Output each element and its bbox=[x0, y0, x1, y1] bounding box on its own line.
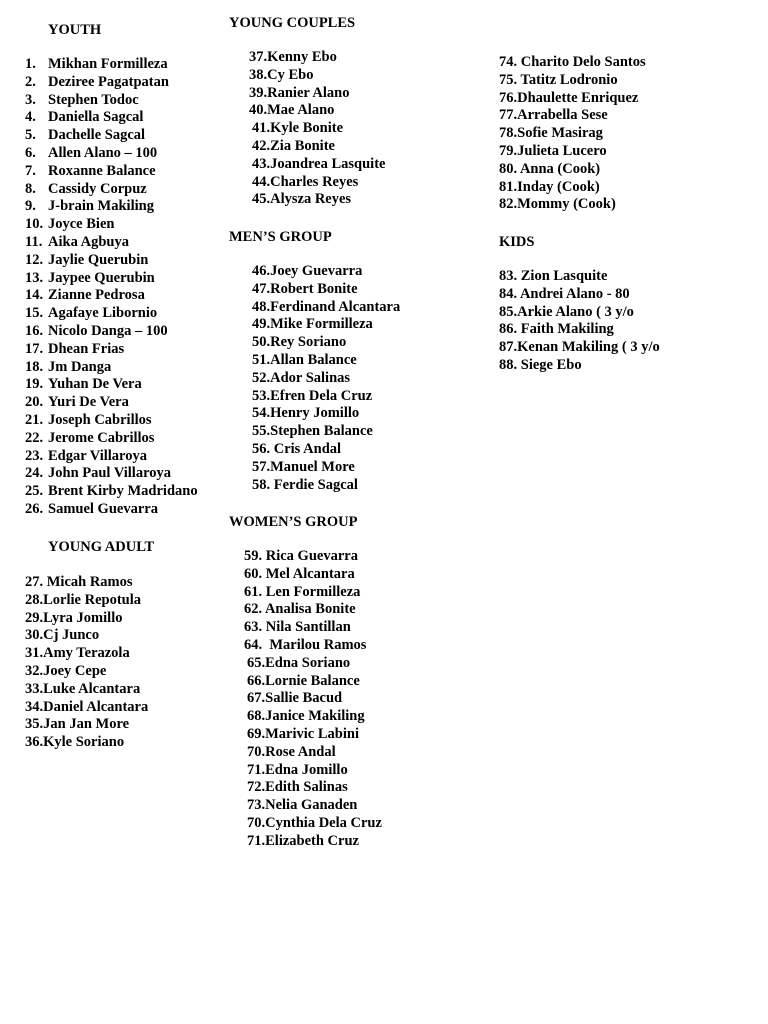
item-name: Yuri De Vera bbox=[48, 394, 129, 411]
item-text: 69.Marivic Labini bbox=[247, 725, 359, 742]
list-item bbox=[25, 376, 198, 394]
list-item bbox=[229, 566, 382, 584]
list-item bbox=[229, 459, 400, 477]
list-item bbox=[25, 592, 148, 610]
list-item bbox=[25, 163, 198, 181]
list-item bbox=[229, 405, 400, 423]
list-item bbox=[499, 90, 646, 108]
list-item bbox=[229, 334, 400, 352]
item-text: 86. Faith Makiling bbox=[499, 321, 614, 338]
item-name: John Paul Villaroya bbox=[48, 465, 172, 482]
item-number: 29. bbox=[25, 609, 44, 626]
item-name: Joseph Cabrillos bbox=[48, 411, 152, 428]
item-name: Jm Danga bbox=[48, 358, 112, 375]
item-text: 45.Alysza Reyes bbox=[252, 191, 352, 208]
continued-list bbox=[499, 54, 646, 214]
list-item bbox=[229, 708, 382, 726]
list-item bbox=[25, 216, 198, 234]
section-heading-womens-group: WOMEN’S GROUP bbox=[229, 514, 358, 530]
item-number: 15. bbox=[25, 305, 44, 322]
list-item bbox=[25, 198, 198, 216]
list-item bbox=[229, 815, 382, 833]
item-name: Edgar Villaroya bbox=[48, 447, 147, 464]
item-text: 67.Sallie Bacud bbox=[247, 690, 343, 707]
item-name: Brent Kirby Madridano bbox=[48, 483, 198, 500]
list-item bbox=[25, 448, 198, 466]
item-text: 80. Anna (Cook) bbox=[499, 160, 601, 177]
item-name: Agafaye Libornio bbox=[48, 305, 158, 322]
item-text: 48.Ferdinand Alcantara bbox=[252, 298, 401, 315]
list-item bbox=[25, 574, 148, 592]
item-name: Lorlie Repotula bbox=[43, 591, 141, 608]
item-number: 17. bbox=[25, 340, 44, 357]
item-number: 20. bbox=[25, 394, 44, 411]
list-item bbox=[229, 548, 382, 566]
item-text: 81.Inday (Cook) bbox=[499, 178, 600, 195]
youth-list bbox=[25, 56, 198, 519]
list-item bbox=[229, 191, 385, 209]
item-name: Yuhan De Vera bbox=[48, 376, 142, 393]
item-number: 36. bbox=[25, 734, 44, 751]
item-name: Jaypee Querubin bbox=[48, 269, 155, 286]
list-item bbox=[229, 477, 400, 495]
item-number: 21. bbox=[25, 411, 44, 428]
list-item bbox=[229, 263, 400, 281]
item-text: 38.Cy Ebo bbox=[249, 66, 314, 83]
list-item bbox=[229, 423, 400, 441]
section-heading-mens-group: MEN’S GROUP bbox=[229, 229, 332, 245]
list-item bbox=[25, 287, 198, 305]
item-name: Daniel Alcantara bbox=[43, 698, 149, 715]
list-item bbox=[229, 49, 385, 67]
list-item bbox=[229, 156, 385, 174]
item-name: Daniella Sagcal bbox=[48, 109, 144, 126]
item-number: 19. bbox=[25, 376, 44, 393]
list-item bbox=[499, 72, 646, 90]
list-item bbox=[229, 370, 400, 388]
young-adult-list bbox=[25, 574, 148, 752]
list-item bbox=[25, 341, 198, 359]
item-text: 39.Ranier Alano bbox=[249, 84, 350, 101]
list-item bbox=[499, 179, 646, 197]
item-number: 22. bbox=[25, 429, 44, 446]
list-item bbox=[25, 412, 198, 430]
item-text: 60. Mel Alcantara bbox=[244, 565, 355, 582]
list-item bbox=[25, 145, 198, 163]
item-number: 14. bbox=[25, 287, 44, 304]
list-item bbox=[25, 627, 148, 645]
item-text: 63. Nila Santillan bbox=[244, 619, 351, 636]
item-number: 24. bbox=[25, 465, 44, 482]
item-name: Joyce Bien bbox=[48, 216, 115, 233]
item-number: 2. bbox=[25, 73, 36, 90]
list-item bbox=[499, 196, 646, 214]
list-item bbox=[25, 234, 198, 252]
item-number: 12. bbox=[25, 251, 44, 268]
list-item bbox=[229, 762, 382, 780]
item-name: Amy Terazola bbox=[43, 645, 130, 662]
item-name: Cj Junco bbox=[43, 627, 100, 644]
item-text: 75. Tatitz Lodronio bbox=[499, 71, 618, 88]
item-number: 11. bbox=[25, 233, 43, 250]
item-text: 64. Marilou Ramos bbox=[244, 636, 367, 653]
list-item bbox=[499, 357, 660, 375]
list-item bbox=[499, 268, 660, 286]
list-item bbox=[499, 321, 660, 339]
list-item bbox=[229, 619, 382, 637]
item-name: Samuel Guevarra bbox=[48, 500, 158, 517]
item-name: Jerome Cabrillos bbox=[48, 429, 155, 446]
list-item bbox=[25, 681, 148, 699]
item-text: 79.Julieta Lucero bbox=[499, 142, 607, 159]
item-text: 37.Kenny Ebo bbox=[249, 49, 337, 65]
item-number: 6. bbox=[25, 144, 36, 161]
list-item bbox=[229, 673, 382, 691]
item-number: 9. bbox=[25, 198, 36, 215]
item-name: Jaylie Querubin bbox=[48, 251, 149, 268]
womens-group-list bbox=[229, 548, 382, 851]
item-number: 25. bbox=[25, 483, 44, 500]
item-text: 57.Manuel More bbox=[252, 458, 355, 475]
item-text: 43.Joandrea Lasquite bbox=[252, 155, 386, 172]
item-number: 1. bbox=[25, 56, 36, 72]
item-number: 3. bbox=[25, 91, 36, 108]
item-text: 74. Charito Delo Santos bbox=[499, 54, 646, 70]
list-item bbox=[229, 726, 382, 744]
item-text: 88. Siege Ebo bbox=[499, 356, 582, 373]
item-text: 54.Henry Jomillo bbox=[252, 405, 360, 422]
item-name: Allen Alano – 100 bbox=[48, 144, 158, 161]
list-item bbox=[499, 339, 660, 357]
item-text: 78.Sofie Masirag bbox=[499, 125, 603, 142]
item-number: 7. bbox=[25, 162, 36, 179]
item-text: 61. Len Formilleza bbox=[244, 583, 361, 600]
list-item bbox=[25, 699, 148, 717]
list-item bbox=[499, 54, 646, 72]
item-number: 4. bbox=[25, 109, 36, 126]
section-heading-youth: YOUTH bbox=[48, 22, 102, 38]
list-item bbox=[229, 281, 400, 299]
item-text: 58. Ferdie Sagcal bbox=[252, 476, 358, 493]
item-text: 82.Mommy (Cook) bbox=[499, 196, 616, 213]
item-text: 72.Edith Salinas bbox=[247, 779, 348, 796]
item-text: 68.Janice Makiling bbox=[247, 708, 365, 725]
item-name: Dhean Frias bbox=[48, 340, 125, 357]
list-item bbox=[229, 637, 382, 655]
item-text: 83. Zion Lasquite bbox=[499, 268, 608, 284]
item-name: Kyle Soriano bbox=[43, 734, 125, 751]
list-item bbox=[229, 67, 385, 85]
list-item bbox=[25, 483, 198, 501]
list-item bbox=[229, 352, 400, 370]
item-number: 26. bbox=[25, 500, 44, 517]
list-item bbox=[229, 601, 382, 619]
item-text: 46.Joey Guevarra bbox=[252, 263, 363, 279]
item-text: 62. Analisa Bonite bbox=[244, 601, 356, 618]
list-item bbox=[25, 394, 198, 412]
item-text: 56. Cris Andal bbox=[252, 440, 342, 457]
item-name: Nicolo Danga – 100 bbox=[48, 322, 168, 339]
list-item bbox=[25, 109, 198, 127]
list-item bbox=[499, 161, 646, 179]
list-item bbox=[229, 85, 385, 103]
item-number: 27. bbox=[25, 574, 47, 590]
list-item bbox=[25, 74, 198, 92]
item-text: 73.Nelia Ganaden bbox=[247, 797, 358, 814]
item-text: 59. Rica Guevarra bbox=[244, 548, 358, 564]
item-name: Cassidy Corpuz bbox=[48, 180, 147, 197]
list-item bbox=[25, 645, 148, 663]
item-number: 33. bbox=[25, 680, 44, 697]
item-name: Mikhan Formilleza bbox=[48, 56, 168, 72]
item-text: 40.Mae Alano bbox=[249, 102, 335, 119]
item-number: 34. bbox=[25, 698, 44, 715]
item-text: 70.Cynthia Dela Cruz bbox=[247, 814, 382, 831]
item-text: 51.Allan Balance bbox=[252, 351, 357, 368]
item-text: 49.Mike Formilleza bbox=[252, 316, 373, 333]
list-item bbox=[229, 779, 382, 797]
list-item bbox=[229, 655, 382, 673]
item-number: 35. bbox=[25, 716, 44, 733]
item-name: Jan Jan More bbox=[43, 716, 130, 733]
list-item bbox=[499, 304, 660, 322]
item-name: Deziree Pagatpatan bbox=[48, 73, 169, 90]
list-item bbox=[25, 270, 198, 288]
young-couples-list bbox=[229, 49, 385, 209]
list-item bbox=[25, 92, 198, 110]
item-number: 13. bbox=[25, 269, 44, 286]
list-item bbox=[25, 734, 148, 752]
list-item bbox=[499, 107, 646, 125]
list-item bbox=[229, 797, 382, 815]
item-name: Micah Ramos bbox=[46, 574, 133, 590]
item-name: Dachelle Sagcal bbox=[48, 127, 146, 144]
item-number: 30. bbox=[25, 627, 44, 644]
list-item bbox=[25, 56, 198, 74]
item-number: 8. bbox=[25, 180, 36, 197]
item-number: 16. bbox=[25, 322, 44, 339]
section-heading-young-adult: YOUNG ADULT bbox=[48, 539, 155, 555]
list-item bbox=[229, 744, 382, 762]
item-number: 5. bbox=[25, 127, 36, 144]
list-item bbox=[25, 716, 148, 734]
item-name: Zianne Pedrosa bbox=[48, 287, 145, 304]
list-item bbox=[25, 610, 148, 628]
list-item bbox=[499, 125, 646, 143]
item-text: 44.Charles Reyes bbox=[252, 173, 359, 190]
list-item bbox=[25, 359, 198, 377]
list-item bbox=[25, 430, 198, 448]
list-item bbox=[229, 174, 385, 192]
item-name: Luke Alcantara bbox=[43, 680, 141, 697]
list-item bbox=[229, 833, 382, 851]
list-item bbox=[229, 316, 400, 334]
item-number: 28. bbox=[25, 591, 44, 608]
item-text: 71.Edna Jomillo bbox=[247, 761, 348, 778]
list-item bbox=[25, 181, 198, 199]
mens-group-list bbox=[229, 263, 400, 494]
list-item bbox=[229, 690, 382, 708]
item-name: Roxanne Balance bbox=[48, 162, 156, 179]
list-item bbox=[25, 465, 198, 483]
list-item bbox=[229, 388, 400, 406]
list-item bbox=[229, 584, 382, 602]
item-text: 76.Dhaulette Enriquez bbox=[499, 89, 639, 106]
item-number: 10. bbox=[25, 216, 44, 233]
list-item bbox=[25, 127, 198, 145]
item-number: 32. bbox=[25, 662, 44, 679]
item-text: 85.Arkie Alano ( 3 y/o bbox=[499, 303, 634, 320]
list-item bbox=[25, 323, 198, 341]
list-item bbox=[25, 252, 198, 270]
list-item bbox=[25, 663, 148, 681]
item-name: Lyra Jomillo bbox=[43, 609, 123, 626]
list-item bbox=[499, 143, 646, 161]
item-text: 41.Kyle Bonite bbox=[252, 120, 344, 137]
list-item bbox=[499, 286, 660, 304]
item-text: 84. Andrei Alano - 80 bbox=[499, 285, 630, 302]
list-item bbox=[229, 299, 400, 317]
list-item bbox=[25, 305, 198, 323]
list-item bbox=[229, 441, 400, 459]
item-number: 23. bbox=[25, 447, 44, 464]
section-heading-kids: KIDS bbox=[499, 234, 535, 250]
item-number: 31. bbox=[25, 645, 44, 662]
item-text: 50.Rey Soriano bbox=[252, 334, 347, 351]
item-text: 71.Elizabeth Cruz bbox=[247, 832, 359, 849]
item-text: 77.Arrabella Sese bbox=[499, 107, 608, 124]
list-item bbox=[229, 120, 385, 138]
section-heading-young-couples: YOUNG COUPLES bbox=[229, 15, 356, 31]
kids-list bbox=[499, 268, 660, 375]
list-item bbox=[229, 102, 385, 120]
item-text: 52.Ador Salinas bbox=[252, 369, 351, 386]
item-text: 70.Rose Andal bbox=[247, 743, 336, 760]
item-text: 87.Kenan Makiling ( 3 y/o bbox=[499, 339, 660, 356]
item-name: J-brain Makiling bbox=[48, 198, 154, 215]
item-text: 53.Efren Dela Cruz bbox=[252, 387, 373, 404]
item-text: 55.Stephen Balance bbox=[252, 423, 373, 440]
item-number: 18. bbox=[25, 358, 44, 375]
item-name: Stephen Todoc bbox=[48, 91, 139, 108]
item-text: 47.Robert Bonite bbox=[252, 280, 358, 297]
item-text: 65.Edna Soriano bbox=[247, 654, 351, 671]
item-name: Joey Cepe bbox=[43, 662, 107, 679]
list-item bbox=[229, 138, 385, 156]
item-name: Aika Agbuya bbox=[48, 233, 129, 250]
item-text: 42.Zia Bonite bbox=[252, 137, 335, 154]
item-text: 66.Lornie Balance bbox=[247, 672, 360, 689]
list-item bbox=[25, 501, 198, 519]
